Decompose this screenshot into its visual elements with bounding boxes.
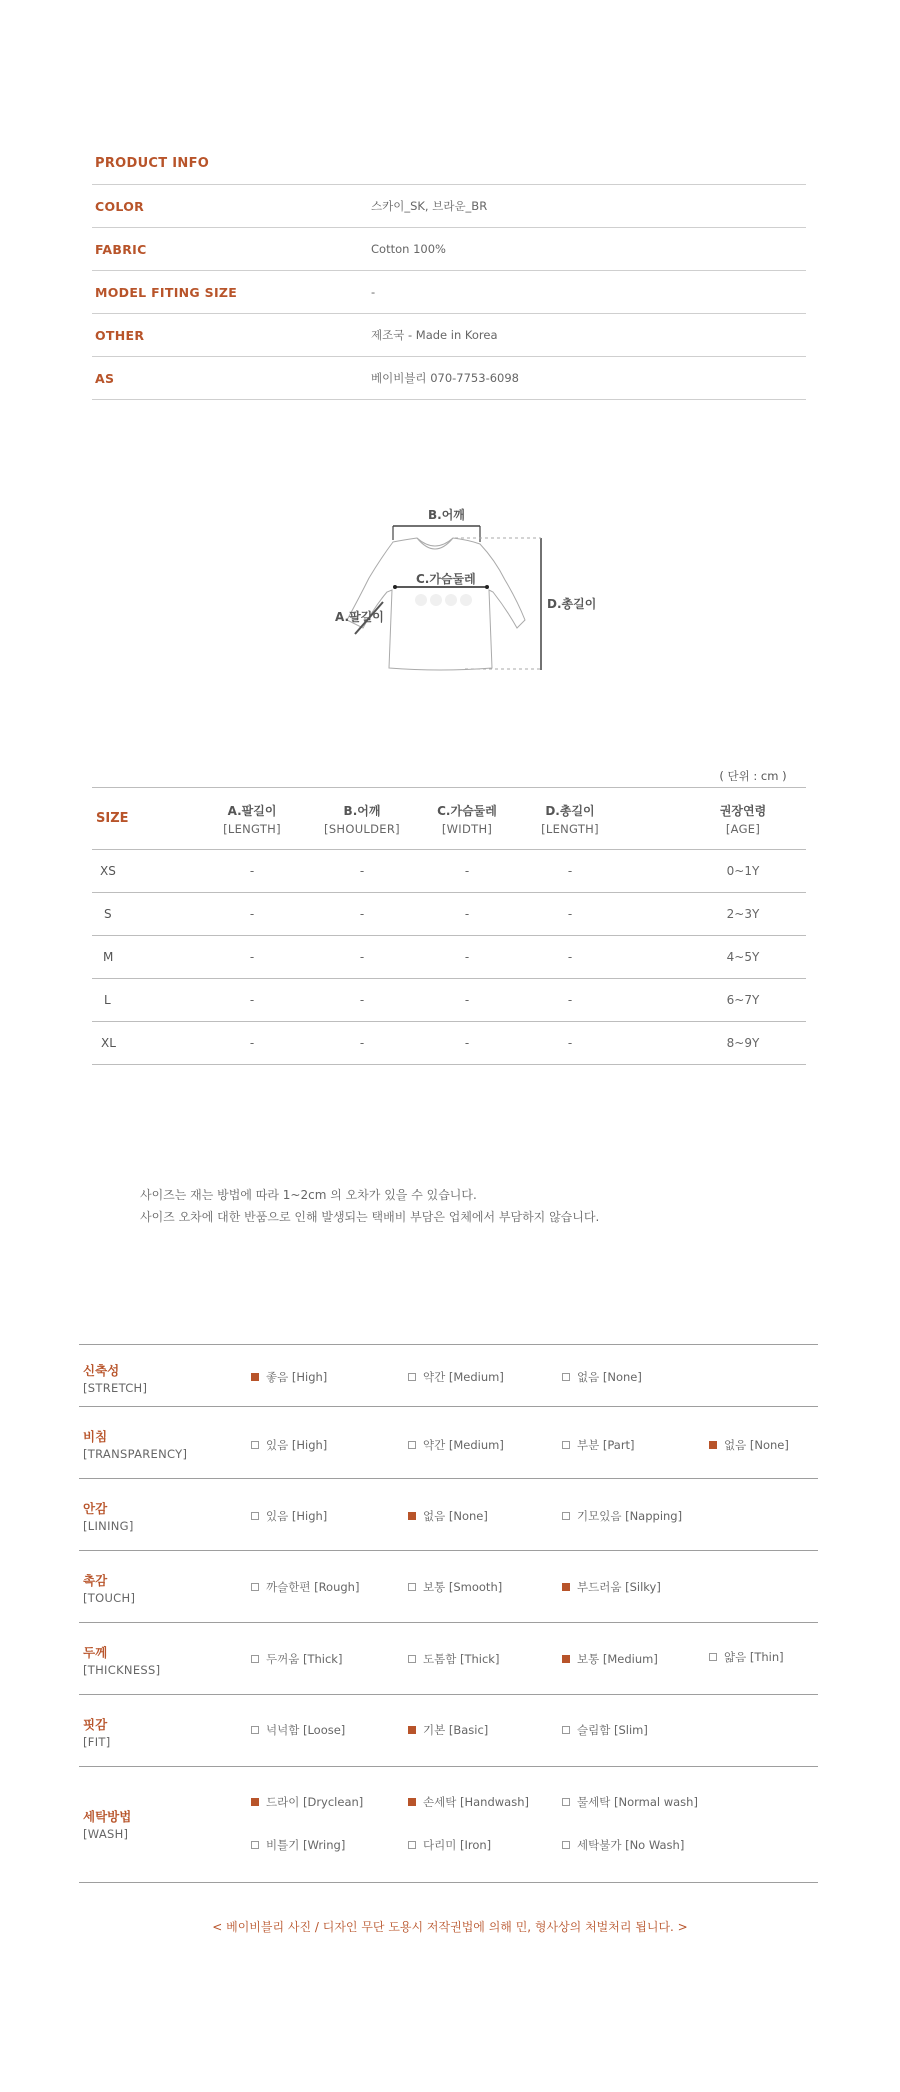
attr-option (562, 1722, 648, 1738)
option-label: 있음 [High] (266, 1438, 328, 1452)
attr-option (709, 1649, 784, 1665)
checkbox-empty-icon (408, 1373, 416, 1381)
product-info-table (92, 143, 806, 400)
checkbox-empty-icon (251, 1841, 259, 1849)
table-row (92, 936, 806, 979)
value-cell: - (249, 864, 255, 878)
info-key: OTHER (95, 327, 145, 343)
option-label: 약간 [Medium] (423, 1370, 504, 1384)
checkbox-checked-icon (408, 1798, 416, 1806)
info-key: MODEL FITING SIZE (95, 284, 238, 300)
copyright-notice: < 베이비블리 사진 / 디자인 무단 도용시 저작권법에 의해 민, 형사상의 처벌처리 됩니다. > (212, 1920, 688, 1934)
size-table (92, 787, 806, 1065)
garment-measurement-illustration (325, 500, 625, 690)
attr-name (83, 1643, 160, 1677)
attr-option (251, 1651, 342, 1667)
attr-name-ko: 신축성 (83, 1363, 120, 1378)
option-label: 약간 [Medium] (423, 1438, 504, 1452)
attr-option (709, 1437, 789, 1453)
size-header: SIZE (96, 811, 129, 826)
attr-option (562, 1369, 642, 1385)
attr-name (83, 1715, 111, 1749)
checkbox-empty-icon (562, 1512, 570, 1520)
attr-name-en: [WASH] (83, 1827, 129, 1841)
table-row (92, 1022, 806, 1065)
option-label: 좋음 [High] (266, 1370, 328, 1384)
label-d-length: D.총길이 (547, 597, 597, 611)
option-label: 손세탁 [Handwash] (423, 1795, 529, 1809)
info-row-color (92, 185, 806, 228)
value-cell: - (567, 1036, 573, 1050)
fabric-attributes-table (79, 1344, 818, 1883)
checkbox-empty-icon (251, 1726, 259, 1734)
attr-name (83, 1361, 147, 1395)
attr-option (251, 1722, 345, 1738)
checkbox-empty-icon (251, 1583, 259, 1591)
attr-name-ko: 두께 (83, 1645, 108, 1660)
checkbox-empty-icon (562, 1373, 570, 1381)
value-cell: - (359, 864, 365, 878)
attr-option (562, 1579, 661, 1595)
option-label: 없음 [None] (577, 1370, 642, 1384)
header-col-d (510, 802, 630, 836)
age-cell: 4~5Y (726, 950, 760, 964)
checkbox-checked-icon (562, 1583, 570, 1591)
value-cell: - (464, 950, 470, 964)
value-cell: - (567, 864, 573, 878)
attr-option (562, 1437, 635, 1453)
attr-row-touch (79, 1551, 818, 1623)
attr-row-lining (79, 1479, 818, 1551)
value-cell: - (464, 864, 470, 878)
header-sub: [AGE] (725, 821, 761, 836)
info-value: Cotton 100% (371, 242, 446, 256)
header-sub: [SHOULDER] (324, 821, 400, 836)
label-b-shoulder: B.어깨 (428, 508, 465, 522)
attr-name-ko: 촉감 (83, 1573, 108, 1588)
label-c-chest: C.가슴둘레 (416, 572, 476, 586)
attr-option (251, 1369, 327, 1385)
info-row-fabric (92, 228, 806, 271)
header-title: D.총길이 (545, 803, 595, 818)
option-label: 얇음 [Thin] (724, 1650, 784, 1664)
attr-row-stretch (79, 1345, 818, 1407)
header-col-b (302, 802, 422, 836)
attr-name-en: [FIT] (83, 1735, 111, 1749)
attr-option (251, 1437, 327, 1453)
age-cell: 6~7Y (726, 993, 760, 1007)
attr-row-fit (79, 1695, 818, 1767)
attr-name (83, 1807, 131, 1841)
value-cell: - (249, 993, 255, 1007)
size-notes (140, 1184, 599, 1228)
header-sub: [LENGTH] (541, 821, 599, 836)
option-label: 보통 [Medium] (577, 1652, 658, 1666)
header-col-c (407, 802, 527, 836)
age-cell: 8~9Y (726, 1036, 760, 1050)
header-title: 권장연령 (719, 803, 767, 818)
value-cell: - (249, 1036, 255, 1050)
table-row (92, 979, 806, 1022)
info-key: COLOR (95, 198, 145, 214)
attr-name-ko: 핏감 (83, 1717, 108, 1732)
checkbox-empty-icon (408, 1583, 416, 1591)
attr-name-en: [TRANSPARENCY] (83, 1447, 188, 1461)
attr-option (408, 1508, 488, 1524)
attr-row-transparency (79, 1407, 818, 1479)
value-cell: - (359, 907, 365, 921)
checkbox-empty-icon (562, 1798, 570, 1806)
unit-label: ( 단위 : cm ) (719, 769, 787, 783)
option-label: 세탁불가 [No Wash] (577, 1838, 685, 1852)
attr-name (83, 1427, 187, 1461)
header-sub: [WIDTH] (441, 821, 493, 836)
info-value: - (371, 285, 376, 299)
attr-option (562, 1508, 682, 1524)
info-row-other (92, 314, 806, 357)
option-label: 부분 [Part] (577, 1438, 635, 1452)
attr-option (251, 1837, 345, 1853)
option-label: 비틀기 [Wring] (266, 1838, 346, 1852)
option-label: 까슬한편 [Rough] (266, 1580, 360, 1594)
checkbox-empty-icon (709, 1653, 717, 1661)
attr-option (408, 1794, 529, 1810)
option-label: 없음 [None] (423, 1509, 488, 1523)
attr-option (562, 1837, 684, 1853)
attr-option (408, 1437, 504, 1453)
value-cell: - (464, 907, 470, 921)
checkbox-checked-icon (251, 1798, 259, 1806)
option-label: 보통 [Smooth] (423, 1580, 503, 1594)
header-sub: [LENGTH] (223, 821, 281, 836)
option-label: 넉넉함 [Loose] (266, 1723, 346, 1737)
attr-option (251, 1579, 359, 1595)
attr-name-en: [THICKNESS] (83, 1663, 161, 1677)
info-key: AS (95, 370, 115, 386)
checkbox-checked-icon (251, 1373, 259, 1381)
checkbox-empty-icon (251, 1512, 259, 1520)
value-cell: - (464, 1036, 470, 1050)
value-cell: - (249, 950, 255, 964)
checkbox-checked-icon (709, 1441, 717, 1449)
value-cell: - (567, 907, 573, 921)
attr-name (83, 1499, 134, 1533)
option-label: 부드러움 [Silky] (577, 1580, 661, 1594)
size-cell: L (104, 993, 111, 1007)
option-label: 물세탁 [Normal wash] (577, 1795, 698, 1809)
product-info-heading-row (92, 143, 806, 185)
value-cell: - (567, 993, 573, 1007)
option-label: 있음 [High] (266, 1509, 328, 1523)
size-table-header (92, 788, 806, 850)
info-row-as (92, 357, 806, 400)
info-row-model-size (92, 271, 806, 314)
value-cell: - (249, 907, 255, 921)
header-col-age (688, 802, 798, 836)
info-value: 베이비블리 070-7753-6098 (371, 371, 519, 385)
checkbox-empty-icon (251, 1441, 259, 1449)
table-row (92, 850, 806, 893)
checkbox-empty-icon (408, 1841, 416, 1849)
size-cell: XS (100, 864, 116, 878)
label-a-sleeve: A.팔길이 (335, 610, 384, 624)
attr-row-wash (79, 1767, 818, 1883)
info-key: FABRIC (95, 241, 147, 257)
checkbox-empty-icon (562, 1441, 570, 1449)
checkbox-empty-icon (408, 1655, 416, 1663)
value-cell: - (359, 950, 365, 964)
note-line: 사이즈 오차에 대한 반품으로 인해 발생되는 택배비 부담은 업체에서 부담하지 않습니다. (140, 1210, 600, 1224)
size-cell: XL (101, 1036, 116, 1050)
attr-option (562, 1651, 658, 1667)
value-cell: - (567, 950, 573, 964)
size-cell: M (103, 950, 114, 964)
attr-option (408, 1651, 499, 1667)
option-label: 드라이 [Dryclean] (266, 1795, 364, 1809)
attr-option (251, 1794, 363, 1810)
checkbox-checked-icon (408, 1726, 416, 1734)
info-value: 제조국 - Made in Korea (371, 328, 498, 342)
table-row (92, 893, 806, 936)
option-label: 도톰함 [Thick] (423, 1652, 500, 1666)
checkbox-empty-icon (562, 1841, 570, 1849)
value-cell: - (359, 993, 365, 1007)
option-label: 기본 [Basic] (423, 1723, 489, 1737)
info-value: 스카이_SK, 브라운_BR (371, 199, 488, 213)
attr-option (408, 1369, 504, 1385)
attr-name-ko: 세탁방법 (83, 1809, 132, 1824)
option-label: 없음 [None] (724, 1438, 789, 1452)
attr-row-thickness (79, 1623, 818, 1695)
size-cell: S (104, 907, 112, 921)
option-label: 슬림함 [Slim] (577, 1723, 648, 1737)
checkbox-empty-icon (562, 1726, 570, 1734)
option-label: 기모있음 [Napping] (577, 1509, 683, 1523)
attr-name-en: [TOUCH] (83, 1591, 136, 1605)
attr-option (408, 1722, 488, 1738)
value-cell: - (359, 1036, 365, 1050)
option-label: 다리미 [Iron] (423, 1838, 492, 1852)
attr-name-ko: 안감 (83, 1501, 108, 1516)
attr-name (83, 1571, 135, 1605)
checkbox-empty-icon (408, 1441, 416, 1449)
attr-name-en: [STRETCH] (83, 1381, 148, 1395)
checkbox-checked-icon (408, 1512, 416, 1520)
checkbox-empty-icon (251, 1655, 259, 1663)
product-info-heading: PRODUCT INFO (95, 156, 210, 171)
attr-name-ko: 비침 (83, 1429, 108, 1444)
header-title: B.어깨 (343, 803, 381, 818)
header-title: A.팔길이 (227, 803, 277, 818)
attr-option (408, 1579, 502, 1595)
age-cell: 0~1Y (726, 864, 760, 878)
attr-option (408, 1837, 491, 1853)
checkbox-checked-icon (562, 1655, 570, 1663)
attr-name-en: [LINING] (83, 1519, 134, 1533)
value-cell: - (464, 993, 470, 1007)
note-line: 사이즈는 재는 방법에 따라 1~2cm 의 오차가 있을 수 있습니다. (140, 1188, 477, 1202)
attr-option (562, 1794, 698, 1810)
age-cell: 2~3Y (726, 907, 760, 921)
option-label: 두꺼움 [Thick] (266, 1652, 343, 1666)
header-col-a (192, 802, 312, 836)
header-title: C.가슴둘레 (437, 803, 497, 818)
attr-option (251, 1508, 327, 1524)
